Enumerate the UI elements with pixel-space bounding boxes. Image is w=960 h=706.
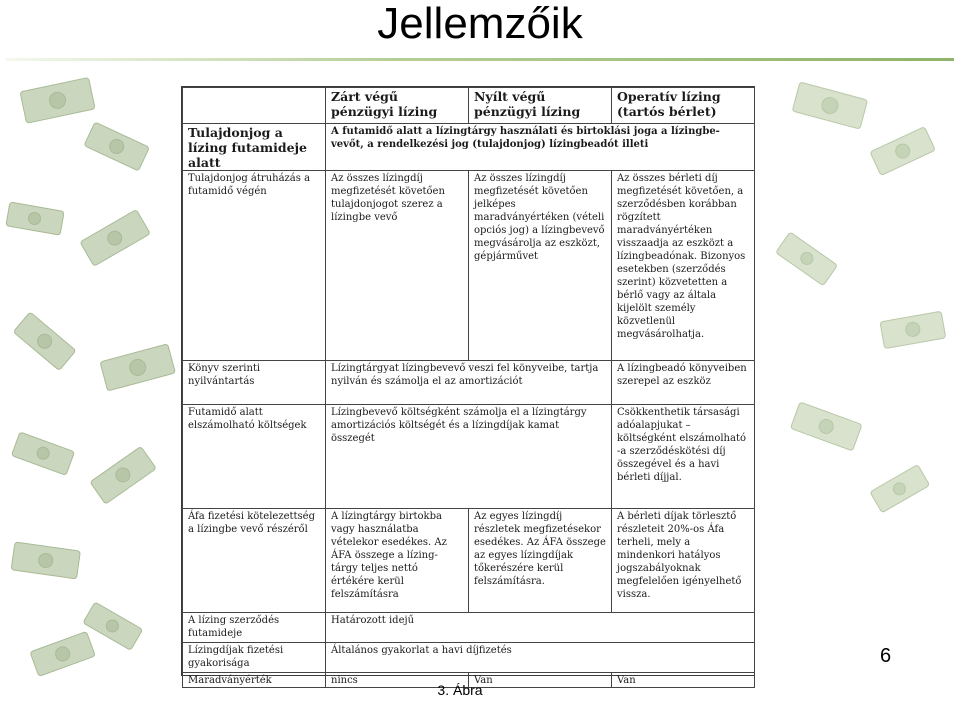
cell-ownership-transfer-open: Az összes lízingdíj megfizetését követően jelképes maradványértéken (vételi opciós jog) a lízingbevevő megvásárolja az eszközt, gépjárművet bbox=[469, 171, 612, 361]
cell-book-records-operating: A lízingbeadó könyveiben szerepel az eszköz bbox=[612, 361, 755, 405]
cell-residual-value-open: Van bbox=[469, 673, 612, 688]
slide-page-number: 6 bbox=[880, 645, 892, 667]
header-open-end-leasing: Nyílt végű pénzügyi lízing bbox=[469, 88, 612, 124]
header-empty-cell bbox=[183, 88, 326, 124]
header-operating-leasing: Operatív lízing (tartós bérlet) bbox=[612, 88, 755, 124]
slide-title: Jellemzőik bbox=[377, 0, 583, 48]
figure-caption: 3. Ábra bbox=[437, 682, 483, 698]
leasing-comparison-table bbox=[181, 86, 755, 686]
cell-deductible-costs-financial: Lízingbevevő költségként számolja el a lízingtárgy amortizációs költségét és a lízingdíjak kamat összegét bbox=[326, 405, 612, 509]
header-closed-end-leasing: Zárt végű pénzügyi lízing bbox=[326, 88, 469, 124]
cell-deductible-costs-operating: Csökkenthetik társasági adóalapjukat – költségként elszámolható -a szerződéskötési díj összegével és a havi bérleti díjjal. bbox=[612, 405, 755, 509]
cell-book-records-financial: Lízingtárgyat lízingbevevő veszi fel könyveibe, tartja nyilván és számolja el az amortizációt bbox=[326, 361, 612, 405]
cell-ownership-during-term: A futamidő alatt a lízingtárgy használati és birtoklási joga a lízingbe-vevőt, a rendelkezési jog (tulajdonjog) lízingbeadót illeti bbox=[326, 124, 755, 171]
cell-residual-value-operating: Van bbox=[612, 673, 755, 688]
title-underline bbox=[6, 58, 954, 61]
cell-vat-obligation-open: Az egyes lízingdíj részletek megfizetésekor esedékes. Az ÁFA összege az egyes lízingdíjak tőkerészére kerül felszámításra. bbox=[469, 509, 612, 613]
cell-contract-term: Határozott idejű bbox=[326, 613, 755, 643]
cell-ownership-transfer-closed: Az összes lízingdíj megfizetését követően tulajdonjogot szerez a lízingbe vevő bbox=[326, 171, 469, 361]
cell-residual-value-closed: nincs bbox=[326, 673, 469, 688]
row-label-residual-value: Maradványérték bbox=[183, 673, 326, 688]
row-label-deductible-costs: Futamidő alatt elszámolható költségek bbox=[183, 405, 326, 509]
cell-vat-obligation-operating: A bérleti díjak törlesztő részleteit 20%-os Áfa terheli, mely a mindenkori hatályos jogszabályoknak megfelelően igényelhető vissza. bbox=[612, 509, 755, 613]
cell-ownership-transfer-operating: Az összes bérleti díj megfizetését követően, a szerződésben korábban rögzített maradványértéken visszaadja az eszközt a lízingbeadónak. Bizonyos esetekben (szerződés szerint) közvetetten a bérlő vagy az általa kijelölt személy közvetlenül megvásárolhatja. bbox=[612, 171, 755, 361]
banknotes-decoration-right bbox=[760, 62, 960, 582]
row-label-contract-term: A lízing szerződés futamideje bbox=[183, 613, 326, 643]
row-label-ownership-transfer: Tulajdonjog átruházás a futamidő végén bbox=[183, 171, 326, 361]
banknotes-decoration-left bbox=[0, 62, 180, 706]
cell-vat-obligation-closed: A lízingtárgy birtokba vagy használatba vételekor esedékes. Az ÁFA összege a lízing-tárgy teljes nettó értékére kerül felszámításra bbox=[326, 509, 469, 613]
row-label-ownership-during-term: Tulajdonjog a lízing futamideje alatt bbox=[183, 124, 326, 171]
row-label-book-records: Könyv szerinti nyilvántartás bbox=[183, 361, 326, 405]
cell-payment-frequency: Általános gyakorlat a havi díjfizetés bbox=[326, 643, 755, 673]
row-label-payment-frequency: Lízingdíjak fizetési gyakorisága bbox=[183, 643, 326, 673]
row-label-vat-obligation: Áfa fizetési kötelezettség a lízingbe vevő részéről bbox=[183, 509, 326, 613]
